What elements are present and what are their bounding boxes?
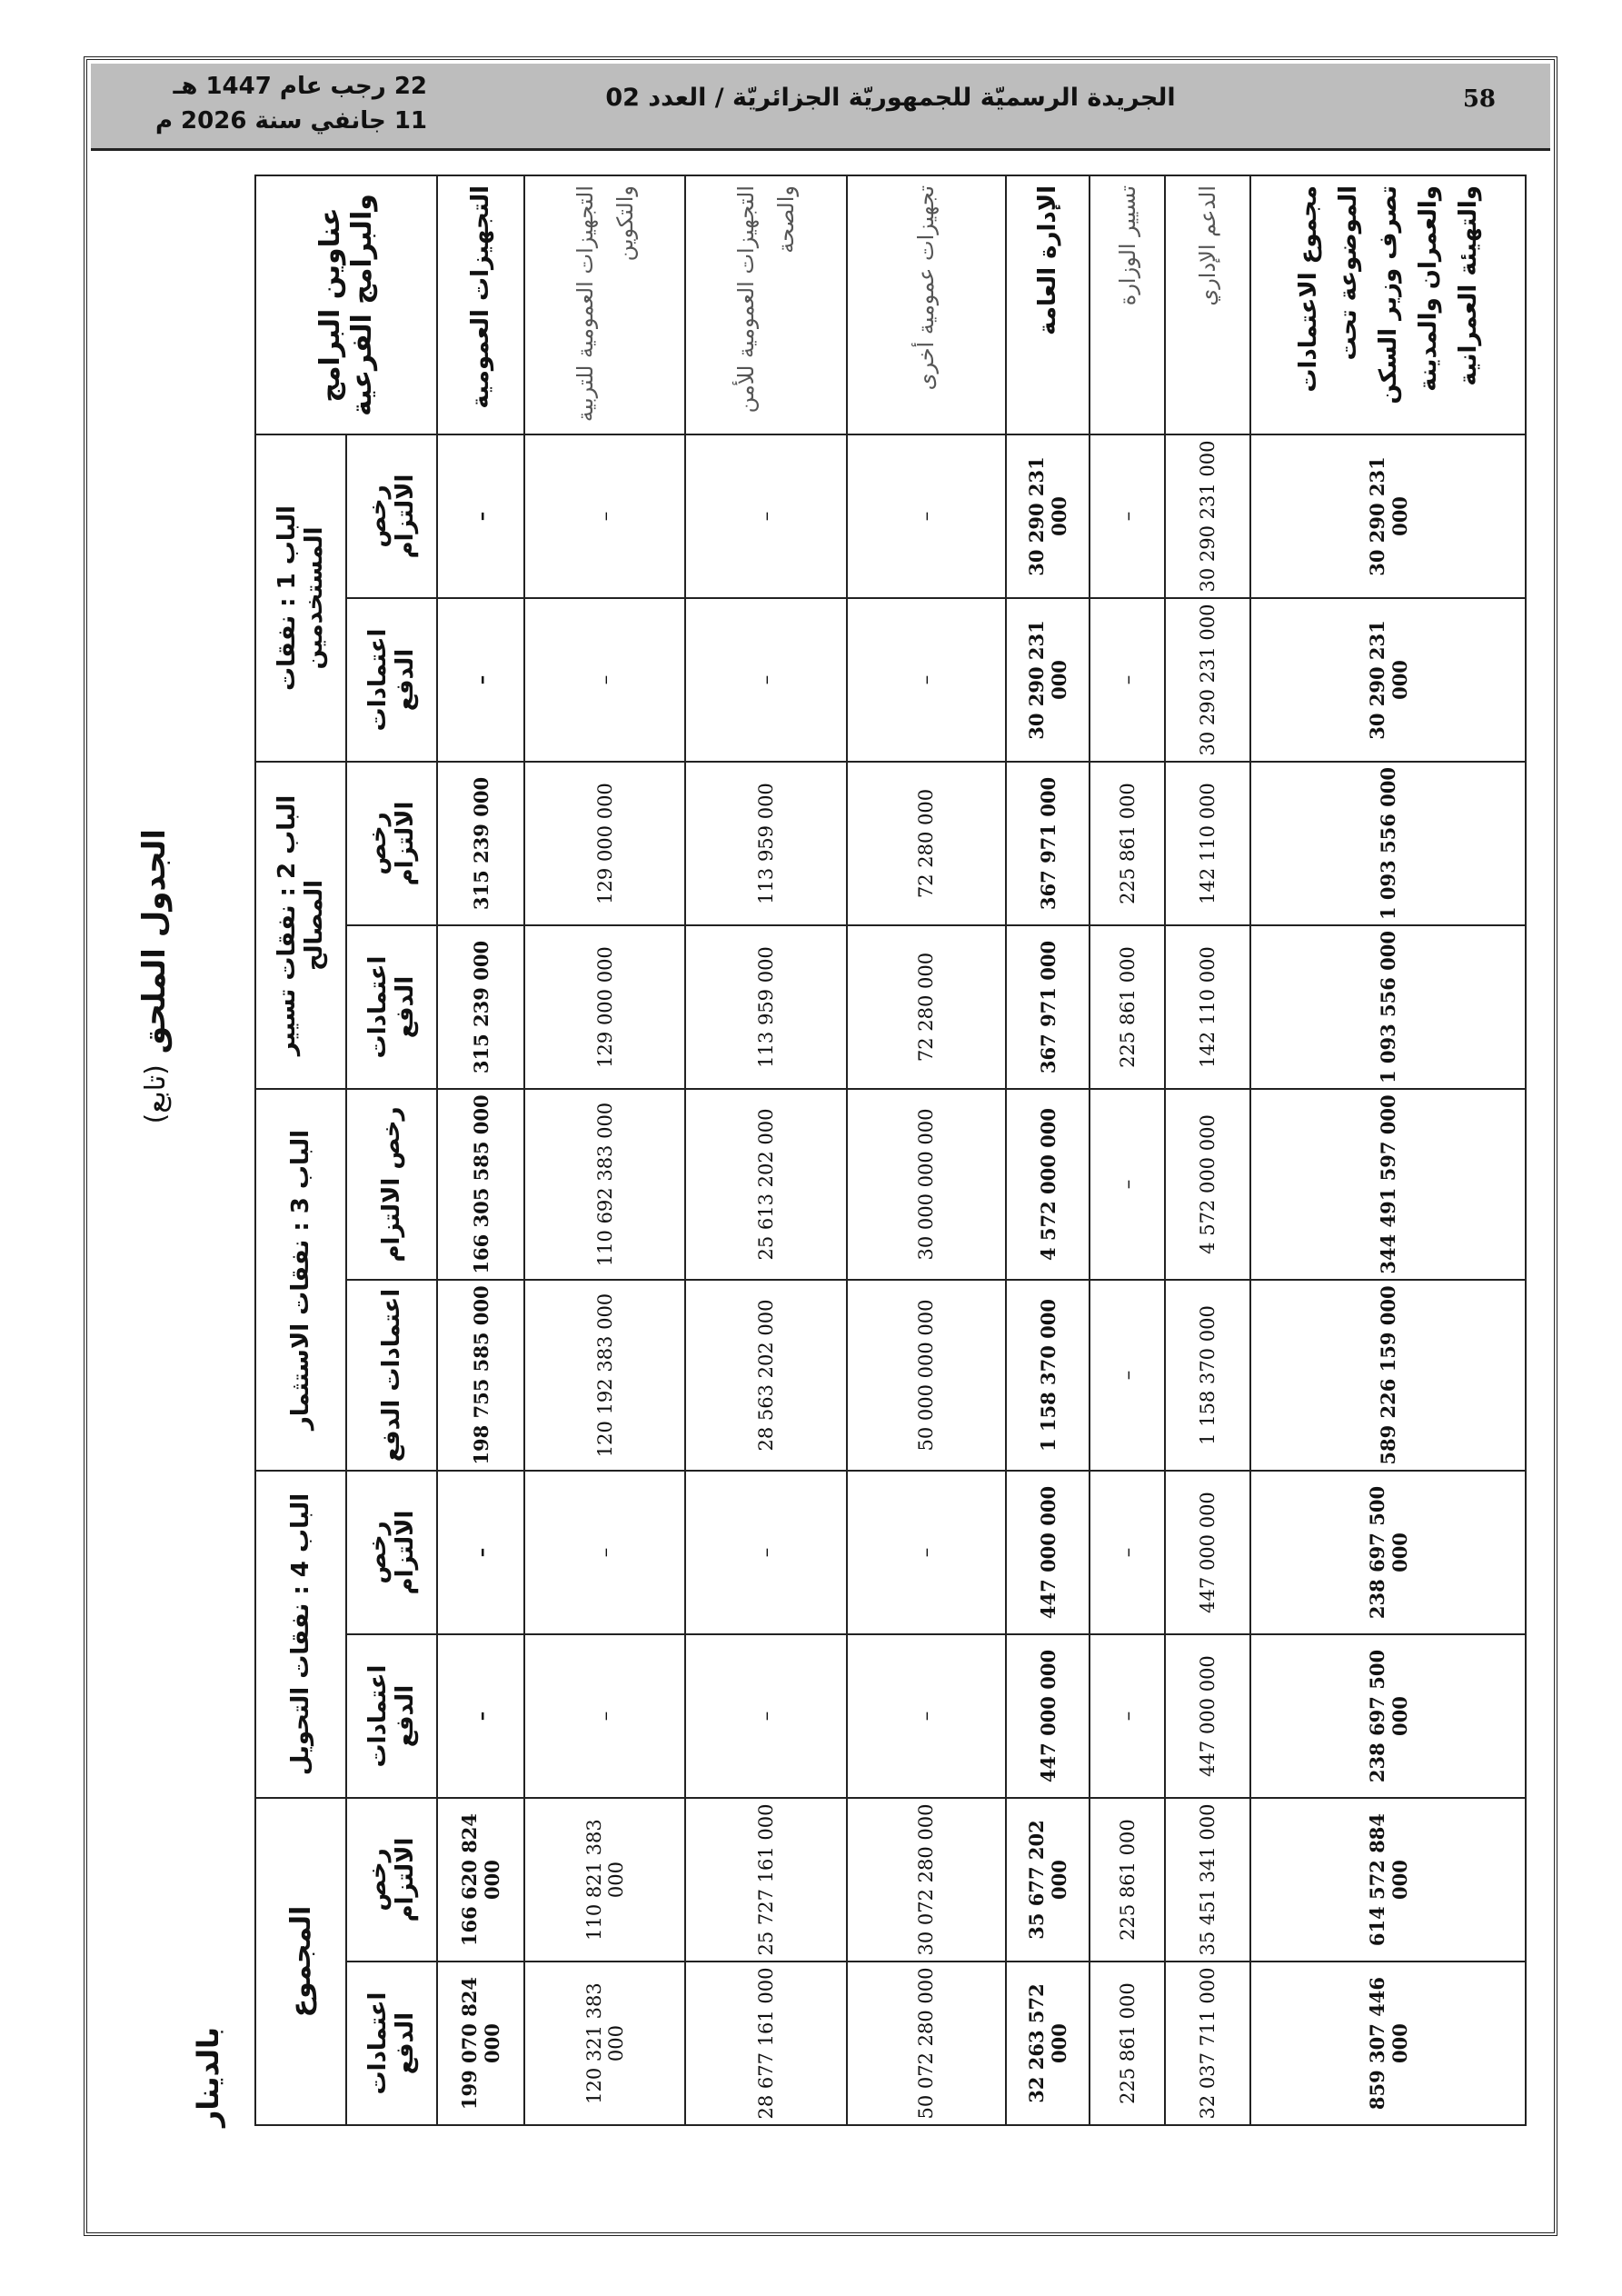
caption-title: الجدول الملحق bbox=[136, 829, 173, 1054]
cell-total-pay: 32 037 711 000 bbox=[1165, 1962, 1250, 2125]
cell-total-pay: 28 677 161 000 bbox=[685, 1962, 846, 2125]
sub-pay: اعتمادات الدفع bbox=[346, 1280, 437, 1471]
cell-total-commit: 35 677 202 000 bbox=[1006, 1798, 1090, 1962]
cell-b2-commit: 142 110 000 bbox=[1165, 762, 1250, 925]
cell-b1-pay: – bbox=[1090, 598, 1165, 762]
cell-b3-commit: 4 572 000 000 bbox=[1165, 1089, 1250, 1280]
table-row bbox=[1006, 175, 1090, 2125]
sub-commit: رخص الالتزام bbox=[346, 1471, 437, 1634]
cell-total-commit: 166 620 824 000 bbox=[437, 1798, 524, 1962]
cell-b3-commit: 4 572 000 000 bbox=[1006, 1089, 1090, 1280]
cell-b3-pay: 589 226 159 000 bbox=[1250, 1280, 1526, 1471]
table-row bbox=[524, 175, 685, 2125]
cell-b3-commit: – bbox=[1090, 1089, 1165, 1280]
cell-b2-commit: 225 861 000 bbox=[1090, 762, 1165, 925]
gregorian-date: 11 جانفي سنة 2026 م bbox=[154, 107, 427, 135]
cell-b3-commit: 166 305 585 000 bbox=[437, 1089, 524, 1280]
group-chapter-3: الباب 3 : نفقات الاستثمار bbox=[255, 1089, 346, 1471]
cell-b2-commit: 129 000 000 bbox=[524, 762, 685, 925]
sub-pay: اعتمادات الدفع bbox=[346, 1962, 437, 2125]
cell-b4-commit: 447 000 000 bbox=[1006, 1471, 1090, 1634]
row-name: الإدارة العامة bbox=[1006, 175, 1090, 434]
cell-b1-pay: 30 290 231 000 bbox=[1006, 598, 1090, 762]
cell-total-pay: 32 263 572 000 bbox=[1006, 1962, 1090, 2125]
cell-b1-pay: – bbox=[524, 598, 685, 762]
hijri-date: 22 رجب عام 1447 هـ bbox=[173, 73, 427, 100]
page-number: 58 bbox=[1462, 85, 1496, 113]
group-chapter-2: الباب 2 : نفقات تسيير المصالح bbox=[255, 762, 346, 1089]
sub-commit: رخص الالتزام bbox=[346, 1089, 437, 1280]
cell-b3-commit: 30 000 000 000 bbox=[847, 1089, 1006, 1280]
cell-b4-commit: – bbox=[847, 1471, 1006, 1634]
cell-total-commit: 35 451 341 000 bbox=[1165, 1798, 1250, 1962]
cell-b2-commit: 367 971 000 bbox=[1006, 762, 1090, 925]
cell-b2-commit: 315 239 000 bbox=[437, 762, 524, 925]
cell-b1-commit: – bbox=[437, 434, 524, 598]
currency-unit: بالدينار bbox=[191, 2026, 225, 2127]
table-row bbox=[1250, 175, 1526, 2125]
cell-b2-pay: 72 280 000 bbox=[847, 925, 1006, 1089]
cell-b1-pay: – bbox=[437, 598, 524, 762]
cell-b3-pay: – bbox=[1090, 1280, 1165, 1471]
group-chapter-4: الباب 4 : نفقات التحويل bbox=[255, 1471, 346, 1798]
cell-b2-commit: 72 280 000 bbox=[847, 762, 1006, 925]
sub-pay: اعتمادات الدفع bbox=[346, 598, 437, 762]
cell-total-pay: 859 307 446 000 bbox=[1250, 1962, 1526, 2125]
cell-b1-commit: 30 290 231 000 bbox=[1006, 434, 1090, 598]
cell-b1-commit: – bbox=[1090, 434, 1165, 598]
cell-b2-pay: 113 959 000 bbox=[685, 925, 846, 1089]
cell-b4-pay: 447 000 000 bbox=[1165, 1634, 1250, 1798]
col-program-header: عناوين البرامج والبرامج الفرعية bbox=[255, 175, 437, 434]
cell-b4-pay: 238 697 500 000 bbox=[1250, 1634, 1526, 1798]
rotated-table-area bbox=[109, 175, 1536, 2136]
cell-b2-commit: 113 959 000 bbox=[685, 762, 846, 925]
cell-b2-commit: 1 093 556 000 bbox=[1250, 762, 1526, 925]
cell-b4-commit: 238 697 500 000 bbox=[1250, 1471, 1526, 1634]
cell-b1-commit: 30 290 231 000 bbox=[1250, 434, 1526, 598]
table-row bbox=[1090, 175, 1165, 2125]
cell-b4-commit: 447 000 000 bbox=[1165, 1471, 1250, 1634]
cell-b3-pay: 28 563 202 000 bbox=[685, 1280, 846, 1471]
table-row bbox=[685, 175, 846, 2125]
row-name: التجهيزات العمومية bbox=[437, 175, 524, 434]
cell-total-pay: 199 070 824 000 bbox=[437, 1962, 524, 2125]
row-name: التجهيزات العمومية للأمن والصحة bbox=[685, 175, 846, 434]
cell-b1-commit: 30 290 231 000 bbox=[1165, 434, 1250, 598]
cell-total-commit: 25 727 161 000 bbox=[685, 1798, 846, 1962]
cell-b4-pay: – bbox=[685, 1634, 846, 1798]
cell-b4-commit: – bbox=[437, 1471, 524, 1634]
cell-b2-pay: 367 971 000 bbox=[1006, 925, 1090, 1089]
cell-b1-pay: – bbox=[847, 598, 1006, 762]
cell-total-pay: 50 072 280 000 bbox=[847, 1962, 1006, 2125]
cell-b2-pay: 142 110 000 bbox=[1165, 925, 1250, 1089]
sub-commit: رخص الالتزام bbox=[346, 434, 437, 598]
table-row bbox=[1165, 175, 1250, 2125]
group-chapter-1: الباب 1 : نفقات المستخدمين bbox=[255, 434, 346, 762]
table-row bbox=[437, 175, 524, 2125]
cell-b4-pay: – bbox=[437, 1634, 524, 1798]
journal-header bbox=[91, 64, 1550, 151]
cell-b2-pay: 225 861 000 bbox=[1090, 925, 1165, 1089]
cell-total-commit: 30 072 280 000 bbox=[847, 1798, 1006, 1962]
cell-total-commit: 110 821 383 000 bbox=[524, 1798, 685, 1962]
cell-b4-commit: – bbox=[524, 1471, 685, 1634]
cell-b4-pay: 447 000 000 bbox=[1006, 1634, 1090, 1798]
table-row bbox=[847, 175, 1006, 2125]
cell-b2-pay: 1 093 556 000 bbox=[1250, 925, 1526, 1089]
row-name: تسيير الوزارة bbox=[1090, 175, 1165, 434]
cell-b1-commit: – bbox=[524, 434, 685, 598]
appendix-table bbox=[254, 175, 1527, 2126]
caption-subtitle: (تابع) bbox=[140, 1064, 172, 1124]
cell-total-pay: 225 861 000 bbox=[1090, 1962, 1165, 2125]
journal-title: الجريدة الرسميّة للجمهوريّة الجزائريّة / العدد 02 bbox=[605, 84, 1176, 112]
cell-b2-pay: 129 000 000 bbox=[524, 925, 685, 1089]
cell-total-commit: 225 861 000 bbox=[1090, 1798, 1165, 1962]
row-name: الدعم الإداري bbox=[1165, 175, 1250, 434]
group-total: المجموع bbox=[255, 1798, 346, 2125]
cell-b4-commit: – bbox=[685, 1471, 846, 1634]
row-name: التجهيزات العمومية للتربية والتكوين bbox=[524, 175, 685, 434]
sub-pay: اعتمادات الدفع bbox=[346, 1634, 437, 1798]
cell-b3-pay: 1 158 370 000 bbox=[1165, 1280, 1250, 1471]
cell-b3-commit: 110 692 383 000 bbox=[524, 1089, 685, 1280]
row-name: تجهيزات عمومية أخرى bbox=[847, 175, 1006, 434]
cell-b4-pay: – bbox=[1090, 1634, 1165, 1798]
row-name: مجموع الاعتمادات الموضوعة تحت تصرف وزير السكن والعمران والمدينة والتهيئة العمرانية bbox=[1250, 175, 1526, 434]
sub-commit: رخص الالتزام bbox=[346, 1798, 437, 1962]
issue-date bbox=[127, 69, 427, 138]
cell-b3-pay: 1 158 370 000 bbox=[1006, 1280, 1090, 1471]
cell-b3-commit: 25 613 202 000 bbox=[685, 1089, 846, 1280]
cell-b3-pay: 198 755 585 000 bbox=[437, 1280, 524, 1471]
cell-b3-pay: 50 000 000 000 bbox=[847, 1280, 1006, 1471]
sub-pay: اعتمادات الدفع bbox=[346, 925, 437, 1089]
cell-b1-pay: 30 290 231 000 bbox=[1250, 598, 1526, 762]
cell-total-commit: 614 572 884 000 bbox=[1250, 1798, 1526, 1962]
cell-b1-pay: 30 290 231 000 bbox=[1165, 598, 1250, 762]
cell-b4-pay: – bbox=[847, 1634, 1006, 1798]
cell-total-pay: 120 321 383 000 bbox=[524, 1962, 685, 2125]
table-caption bbox=[136, 829, 173, 1123]
sub-commit: رخص الالتزام bbox=[346, 762, 437, 925]
cell-b4-commit: – bbox=[1090, 1471, 1165, 1634]
cell-b3-pay: 120 192 383 000 bbox=[524, 1280, 685, 1471]
cell-b4-pay: – bbox=[524, 1634, 685, 1798]
cell-b1-pay: – bbox=[685, 598, 846, 762]
cell-b1-commit: – bbox=[685, 434, 846, 598]
cell-b3-commit: 344 491 597 000 bbox=[1250, 1089, 1526, 1280]
cell-b2-pay: 315 239 000 bbox=[437, 925, 524, 1089]
cell-b1-commit: – bbox=[847, 434, 1006, 598]
